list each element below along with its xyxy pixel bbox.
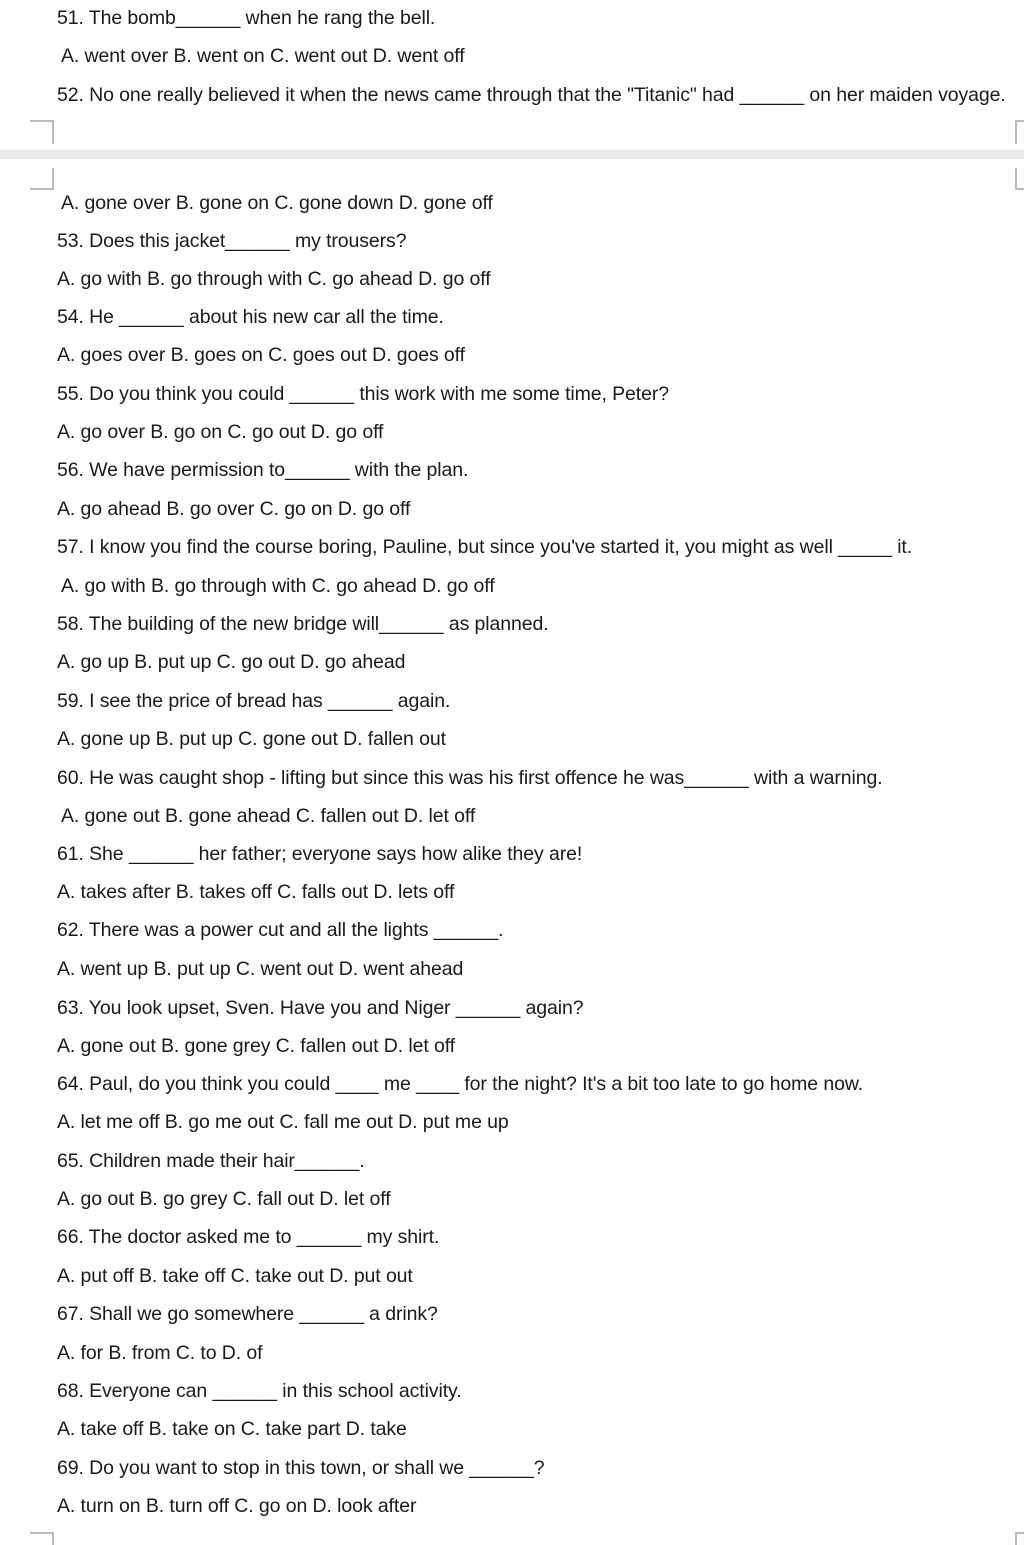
options-61: A. takes after B. takes off C. falls out D. lets off [57,881,455,903]
crop-corner-bottom-left [30,168,54,190]
crop-corner-footer-left [30,1532,54,1545]
options-59: A. gone up B. put up C. gone out D. fallen out [57,728,446,750]
question-59: 59. I see the price of bread has ______ again. [57,690,451,712]
options-57: A. go with B. go through with C. go ahead D. go off [61,575,495,597]
options-52: A. gone over B. gone on C. gone down D. gone off [61,192,493,214]
question-68: 68. Everyone can ______ in this school activity. [57,1380,462,1402]
options-64: A. let me off B. go me out C. fall me out D. put me up [57,1111,509,1133]
options-55: A. go over B. go on C. go out D. go off [57,421,384,443]
question-61: 61. She ______ her father; everyone says how alike they are! [57,843,583,865]
crop-corner-top-left [30,120,54,144]
question-62: 62. There was a power cut and all the lights ______. [57,919,504,941]
question-57: 57. I know you find the course boring, Pauline, but since you've started it, you might as well _____ it. [57,536,913,558]
options-60: A. gone out B. gone ahead C. fallen out D. let off [61,805,476,827]
question-58: 58. The building of the new bridge will______ as planned. [57,613,549,635]
question-53: 53. Does this jacket______ my trousers? [57,230,407,252]
crop-corner-bottom-right [1015,168,1024,190]
question-56: 56. We have permission to______ with the plan. [57,459,469,481]
question-54: 54. He ______ about his new car all the time. [57,306,444,328]
crop-corner-footer-right [1015,1532,1024,1545]
question-63: 63. You look upset, Sven. Have you and Niger ______ again? [57,997,584,1019]
question-51: 51. The bomb______ when he rang the bell. [57,7,436,29]
options-68: A. take off B. take on C. take part D. take [57,1418,407,1440]
options-58: A. go up B. put up C. go out D. go ahead [57,651,406,673]
options-65: A. go out B. go grey C. fall out D. let off [57,1188,391,1210]
options-62: A. went up B. put up C. went out D. went ahead [57,958,464,980]
options-63: A. gone out B. gone grey C. fallen out D. let off [57,1035,455,1057]
question-66: 66. The doctor asked me to ______ my shirt. [57,1226,440,1248]
question-64: 64. Paul, do you think you could ____ me ____ for the night? It's a bit too late to go home now. [57,1073,864,1095]
question-60: 60. He was caught shop - lifting but since this was his first offence he was______ with a warning. [57,767,883,789]
question-65: 65. Children made their hair______. [57,1150,365,1172]
question-55: 55. Do you think you could ______ this work with me some time, Peter? [57,383,669,405]
question-67: 67. Shall we go somewhere ______ a drink? [57,1303,438,1325]
options-53: A. go with B. go through with C. go ahead D. go off [57,268,491,290]
options-51: A. went over B. went on C. went out D. went off [61,45,465,67]
options-66: A. put off B. take off C. take out D. put out [57,1265,413,1287]
question-52: 52. No one really believed it when the news came through that the "Titanic" had ______ on her maiden voyage. [57,84,1006,106]
options-67: A. for B. from C. to D. of [57,1342,263,1364]
crop-corner-top-right [1015,120,1024,144]
options-69: A. turn on B. turn off C. go on D. look after [57,1495,417,1517]
options-56: A. go ahead B. go over C. go on D. go off [57,498,411,520]
question-69: 69. Do you want to stop in this town, or shall we ______? [57,1457,545,1479]
options-54: A. goes over B. goes on C. goes out D. goes off [57,344,465,366]
page-separator [0,150,1024,159]
